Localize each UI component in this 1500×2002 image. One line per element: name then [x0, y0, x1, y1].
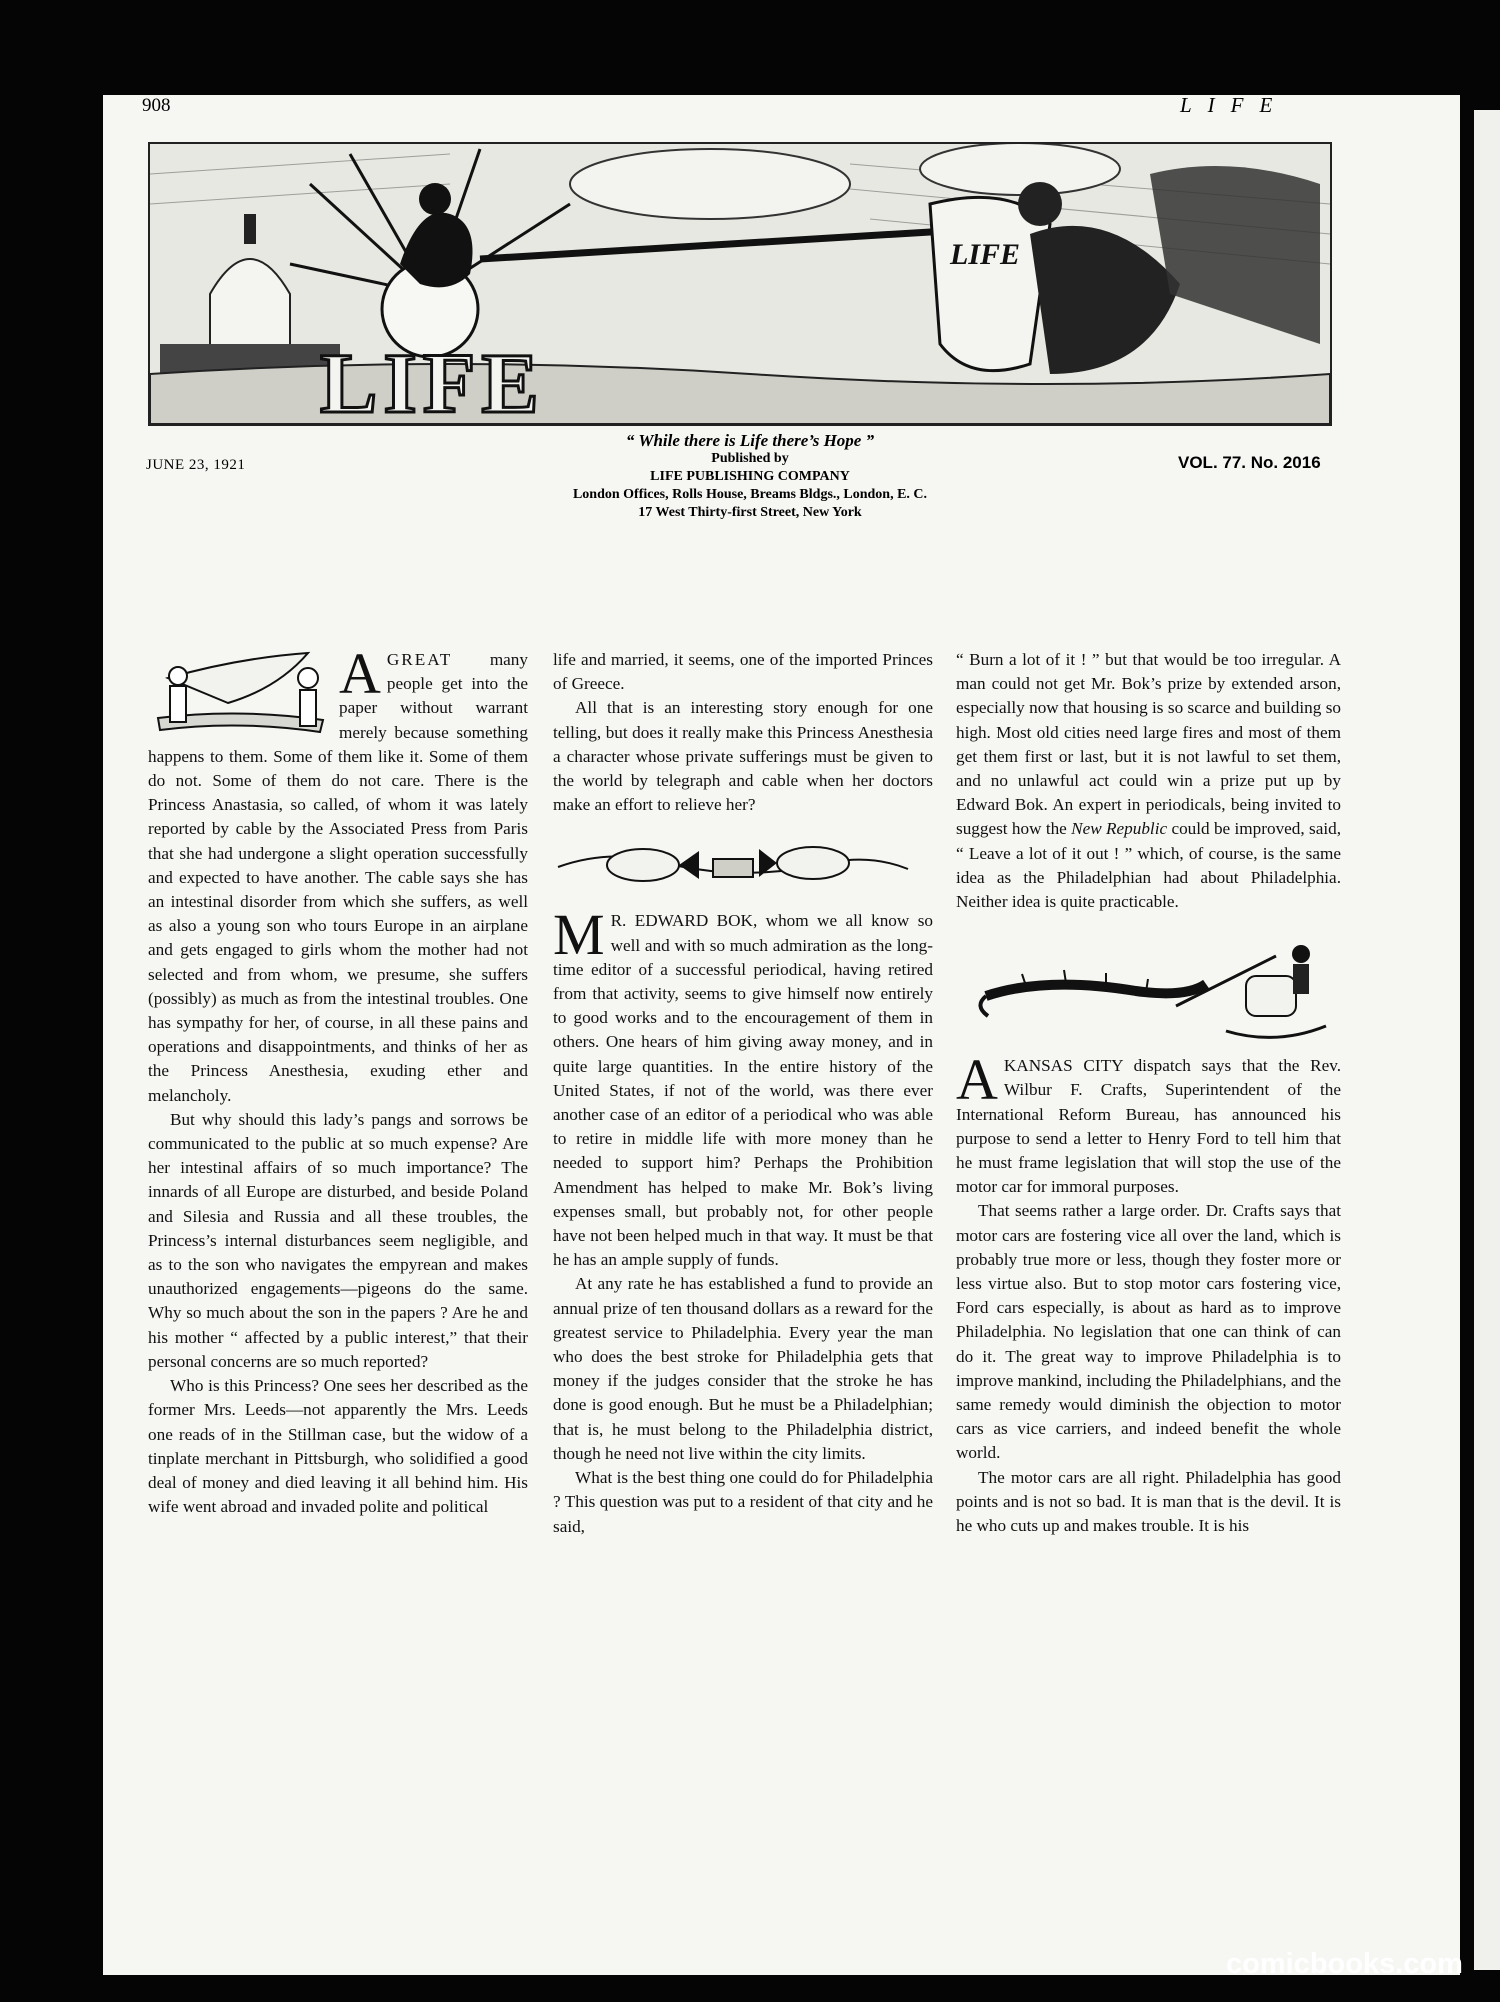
paragraph: life and married, it seems, one of the imported Princes of Greece.: [553, 650, 933, 694]
motto: “ While there is Life there’s Hope ”: [625, 431, 875, 450]
drop-cap: M: [553, 902, 605, 968]
masthead-life-title: LIFE: [320, 335, 545, 424]
publisher-name: LIFE PUBLISHING COMPANY: [650, 469, 850, 484]
published-by: Published by: [711, 451, 789, 466]
paragraph: whom we all know so well and with so much admiration as the long-time editor of a successful periodical, having retired from that activity, seems to give himself now entirely to good works and to the encouragement of them in others. One hears of him giving away money, and in quite large quantities. In the entire history of the United States, if not of the world, was there ever another case of an editor of a periodical who was able to retire in middle life with more money than he needed to support him? Perhaps the Prohibition Amendment has helped to make Mr. Bok’s living expenses small, but probably not, for other people have not been helped much in that way. It must be that he has an ample supply of funds.: [553, 911, 933, 1270]
paragraph: All that is an interesting story enough for one telling, but does it really make this Princess Anesthesia a character whose private sufferings must be given to the world by telegraph and cable when her doctors make an effort to relieve her?: [553, 698, 933, 815]
fish-divider-illustration: [553, 837, 913, 891]
volume-number: VOL. 77. No. 2016: [1178, 453, 1321, 472]
page-number: 908: [142, 95, 171, 116]
london-office: London Offices, Rolls House, Breams Bldgs., London, E. C.: [572, 487, 928, 502]
paragraph: could be improved, said, “ Leave a lot of it out ! ” which, of course, is the same idea as the Philadelphian had about Philadelphia. Neither idea is quite practicable.: [956, 819, 1341, 912]
paragraph: That seems rather a large order. Dr. Crafts says that motor cars are fostering vice all over the land, which is probably true more or less, though they foster more or less virtue also. But to stop motor cars fostering vice, Ford cars especially, is about as hard as to improve Philadelphia. No legislation that one can think of can do it. The great way to improve Philadelphia is to improve mankind, including the Philadelphians, and the same remedy would diminish the objection to motor cars as vice carriers, and indeed benefit the whole world.: [956, 1201, 1341, 1463]
paragraph: What is the best thing one could do for Philadelphia ? This question was put to a resident of that city and he said,: [553, 1468, 933, 1536]
paragraph: many people get into the paper without warrant merely because something happens to them. Some of them like it. Some of them do not. Some of them do not care. There is the Princess Anastasia, so called, of whom it was lately reported by cable by the Associated Press from Paris that she had undergone a slight operation successfully and expected to have another. The cable says she has an intestinal disorder from which she suffers, as well as also a young son who tours Europe in an airplane and gets engaged to girls whom the mother had not selected and from whom, we presume, she suffers (possibly) as much as from the intestinal troubles. One has sympathy for her, of course, in all these pains and operations and disappointments, and thinks of her as the Princess Anesthesia, exuding ether and melancholy.: [148, 650, 528, 1105]
lead-word: KANSAS CITY: [1003, 1056, 1123, 1076]
drop-cap: A: [956, 1047, 998, 1113]
imprint-block: [420, 432, 1080, 522]
running-title: LIFE: [1180, 93, 1289, 117]
dragon-rocking-horse-illustration: [956, 936, 1336, 1046]
paragraph: “ Burn a lot of it ! ” but that would be too irregular. A man could not get Mr. Bok’s prize by extended arson, especially now that housing is so scarce and building so high. Most old cities need large fires and most of them get them first or last, but it is not lawful to set them, and no unlawful act could win a prize put up by Edward Bok. An expert in periodicals, being invited to suggest how the: [956, 650, 1341, 839]
paragraph: dispatch says that the Rev. Wilbur F. Crafts, Superintendent of the International Reform Bureau, has announced his purpose to send a letter to Henry Ford to tell him that he must frame legislation that will stop the use of the motor car for immoral purposes.: [956, 1056, 1342, 1197]
article-column-3: [956, 648, 1341, 1538]
article-column-2: [553, 648, 933, 1539]
article-column-1: [148, 641, 528, 1519]
paragraph: The motor cars are all right. Philadelphia has good points and is not so bad. It is man that is the devil. It is he who cuts up and makes trouble. It is his: [956, 1467, 1341, 1536]
paragraph: But why should this lady’s pangs and sorrows be communicated to the public at so much expense? Are her intestinal affairs of so much importance? The innards of all Europe are disturbed, and beside Poland and Silesia and Russia and all these troubles, the Princess’s internal disturbances seem negligible, and as to the son who navigates the empyrean and makes unauthorized engagements—pigeons do the same. Why so much about the son in the papers ? Are he and his mother “ affected by a public interest,” that their personal concerns are so much reported?: [148, 1109, 528, 1371]
lead-word: R. EDWARD BOK,: [610, 911, 758, 931]
paragraph: At any rate he has established a fund to provide an annual prize of ten thousand dollars as a reward for the greatest service to Philadelphia. Every year the man who does the best stroke for Philadelphia gets that money if the judges consider that the stroke he has done is good enough. But he must be a Philadelphian; that is, he must belong to the Philadelphia district, though he need not live within the city limits.: [553, 1274, 933, 1463]
new-york-office: 17 West Thirty-first Street, New York: [638, 505, 862, 520]
drop-cap: A: [339, 641, 381, 706]
issue-date: JUNE 23, 1921: [146, 457, 246, 473]
paragraph: Who is this Princess? One sees her described as the former Mrs. Leeds—not apparently the Mrs. Leeds one reads of in the Stillman case, but the widow of a tinplate merchant in Pittsburgh, who solidified a good deal of money and died leaving it all behind him. His wife went abroad and invaded polite and political: [148, 1376, 528, 1517]
banner-figures-illustration: [148, 648, 333, 740]
lead-word: GREAT: [386, 650, 453, 669]
italic-title: New Republic: [1071, 819, 1168, 839]
next-page-edge: [1474, 110, 1500, 1970]
shield-life-text: LIFE: [950, 238, 1021, 271]
masthead-illustration: [148, 142, 1332, 426]
watermark-text: comicbooks.com: [1226, 1948, 1463, 1980]
